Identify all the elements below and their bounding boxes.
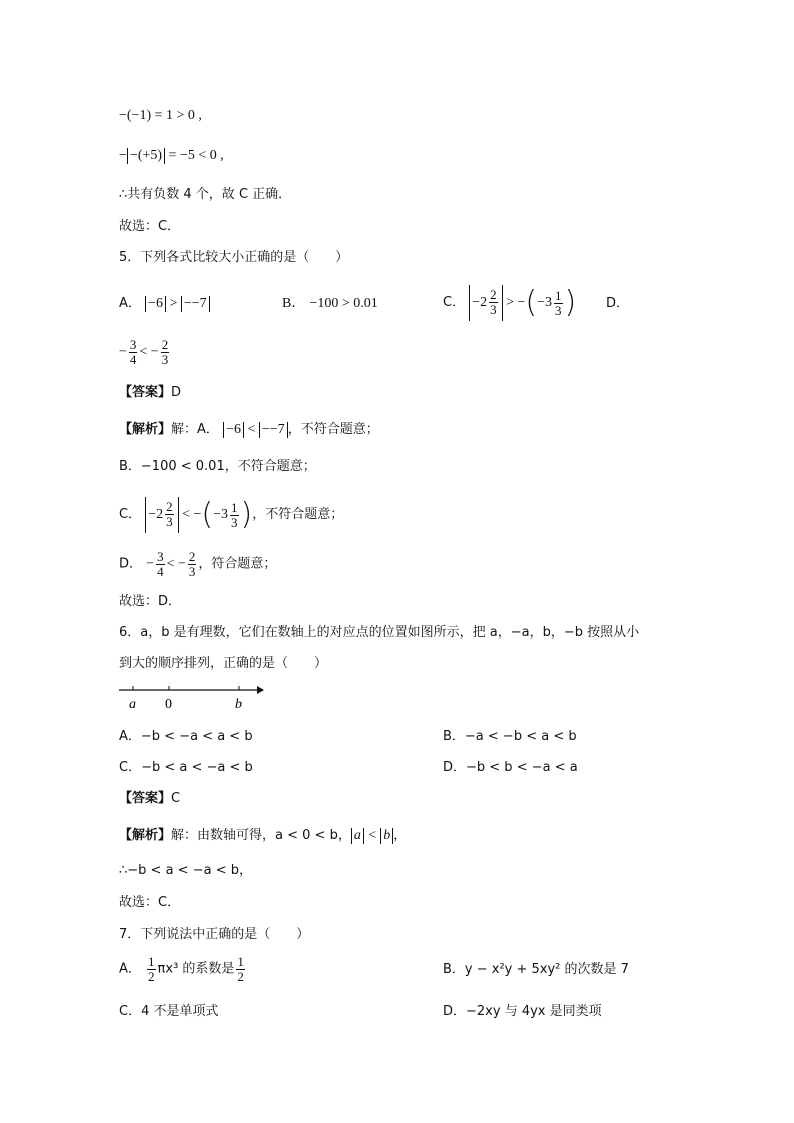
question-7: 7．下列说法中正确的是（ ） (119, 927, 310, 942)
answer-tag: 【答案】 (119, 791, 172, 806)
answer-value: C (171, 791, 181, 806)
q5-option-c: C． −2 $\frac{2}{3}$ > −(−3 $\frac{1}{3}$ ) (443, 285, 577, 320)
q5-option-a: A． −6 > −−7 (119, 296, 210, 312)
label: C． (119, 507, 142, 522)
abs-neg7: −−7 (259, 422, 288, 438)
numerator: 1 (148, 954, 155, 969)
numerator: 2 (490, 287, 497, 303)
analysis-a-tail: ，不符合题意； (287, 422, 379, 437)
compare-op: > − (502, 295, 526, 310)
option-label: A． (119, 961, 141, 977)
arrow-icon (257, 686, 264, 694)
question-6-line2: 到大的顺序排列，正确的是（ ） (119, 656, 328, 671)
answer-choice-c: 故选：C． (119, 219, 181, 234)
analysis-a-label: 解：A． (171, 422, 219, 437)
q5-option-d-label: D． (606, 296, 630, 311)
option-b-expr: −100 > 0.01 (309, 296, 378, 311)
solution-line-neg-neg-one: −(−1) = 1 > 0 , (119, 108, 202, 123)
denominator-2: 3 (555, 302, 562, 318)
analysis-tag: 【解析】 (119, 422, 172, 437)
abs-mixed-number (469, 285, 502, 321)
denominator-2: 2 (237, 969, 244, 984)
abs-neg7-content: −7 (191, 296, 207, 311)
result: = −5 < 0 , (165, 148, 224, 163)
axis-label-a: a (129, 697, 136, 712)
label: D． (119, 556, 143, 572)
option-label: A． (119, 296, 141, 311)
denominator: 2 (148, 969, 155, 984)
abs-content: −7 (269, 422, 285, 437)
number-line (119, 680, 269, 714)
numerator-2: 1 (555, 287, 562, 303)
q5-option-d-expr: − $\frac{3}{4}$ < − $\frac{2}{3}$ (119, 337, 169, 367)
q6-answer (119, 791, 180, 807)
option-label: C． (443, 295, 466, 310)
q7-option-b: B．y − x²y + 5xy² 的次数是 7 (443, 962, 629, 977)
abs-neg6: −6 (145, 296, 166, 312)
q5-option-b (282, 296, 378, 312)
q7-option-a (119, 955, 247, 984)
q6-option-c: C．−b < a < −a < b (119, 760, 253, 775)
tail: ， (393, 828, 407, 843)
option-a-text: πx³ 的系数是 (157, 961, 235, 977)
tail: ，不符合题意； (252, 507, 344, 522)
abs-a: a (351, 828, 364, 844)
abs-b: b (380, 828, 393, 844)
denominator-2: 3 (161, 352, 169, 367)
minus-sign: − (119, 148, 127, 163)
answer-value: D (171, 385, 182, 400)
q7-option-c: C．4 不是单项式 (119, 1004, 219, 1019)
q6-pick: 故选：C． (119, 895, 181, 910)
abs-bars: −(+5) (127, 148, 165, 164)
denominator: 4 (129, 352, 137, 367)
abs-content: (+5) (137, 148, 163, 163)
q5-analysis-c: C． −2 $\frac{2}{3}$ < −(−3 $\frac{1}{3}$ )，不符合题意； (119, 497, 344, 532)
option-label: B． (282, 296, 306, 311)
tail: ，符合题意； (198, 556, 277, 572)
q7-option-d: D．−2xy 与 4yx 是同类项 (443, 1004, 602, 1019)
q6-option-a: A．−b < −a < a < b (119, 729, 253, 744)
axis-label-b: b (235, 697, 242, 712)
q6-therefore: ∴−b < a < −a < b， (119, 863, 252, 878)
denominator: 3 (490, 302, 497, 318)
q5-analysis-a: 【解析】解：A． −6 < −−7 ，不符合题意； (119, 422, 379, 437)
numerator-2: 2 (161, 337, 169, 352)
q6-option-d: D．−b < b < −a < a (443, 760, 578, 775)
negative-count-line: ∴共有负数 4 个，故 C 正确． (119, 187, 292, 202)
q5-answer (119, 385, 181, 401)
q6-analysis: 【解析】解：由数轴可得，a < 0 < b， a < b ， (119, 828, 407, 843)
numerator: 3 (129, 337, 137, 352)
abs-neg7: −−7 (181, 296, 210, 312)
question-5: 5．下列各式比较大小正确的是（ ） (119, 250, 349, 265)
axis-label-0: 0 (165, 697, 172, 712)
whole-part-2: −3 (537, 295, 553, 310)
q6-option-b: B．−a < −b < a < b (443, 729, 577, 744)
analysis-text: 解：由数轴可得，a < 0 < b， (171, 828, 351, 843)
solution-line-abs-plus-five (119, 148, 224, 164)
q5-pick: 故选：D． (119, 594, 182, 609)
answer-tag: 【答案】 (119, 385, 172, 400)
whole-part: −2 (472, 295, 488, 310)
q5-analysis-d: D． − $\frac{3}{4}$ < − $\frac{2}{3}$ ，符合题意； (119, 549, 277, 579)
abs-mixed-number: −2 $\frac{2}{3}$ (145, 497, 178, 533)
numerator-2: 1 (237, 954, 244, 969)
question-6-line1: 6．a，b 是有理数，它们在数轴上的对应点的位置如图所示，把 a，−a，b，−b 按照从小 (119, 625, 640, 640)
analysis-tag: 【解析】 (119, 828, 172, 843)
abs-neg6: −6 (223, 422, 244, 438)
q5-analysis-b: B．−100 < 0.01，不符合题意； (119, 459, 316, 474)
